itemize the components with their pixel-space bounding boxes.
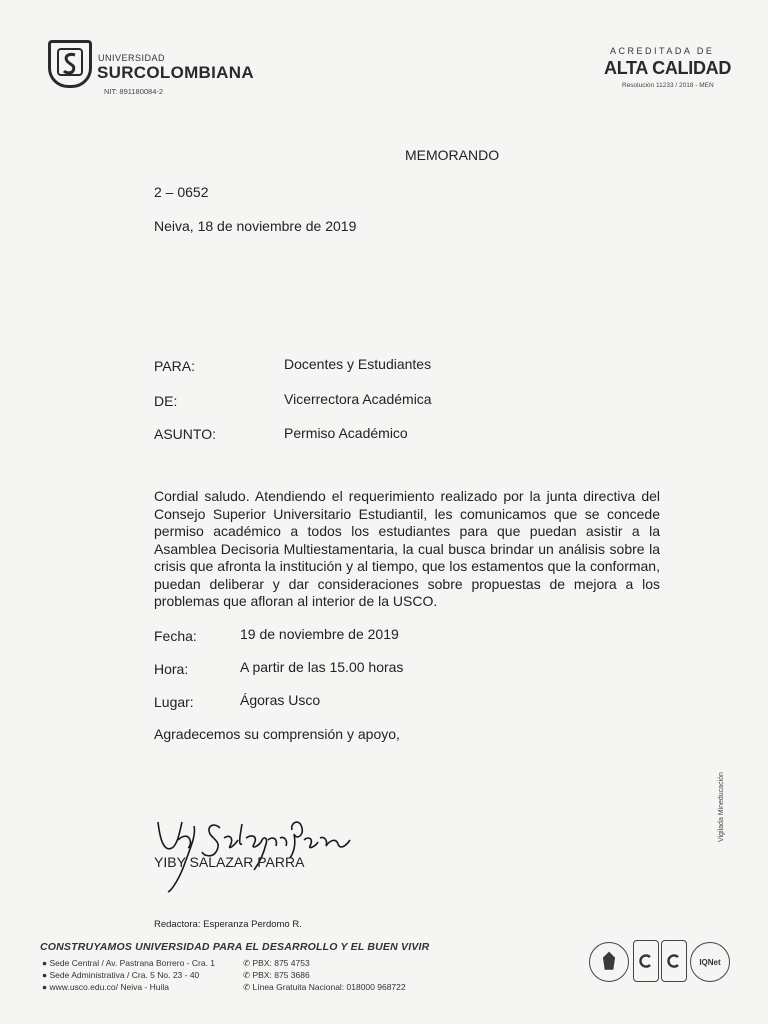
de-value: Vicerrectora Académica xyxy=(284,391,432,407)
emblem-icon xyxy=(596,949,622,975)
lugar-value: Ágoras Usco xyxy=(240,692,321,708)
globe-icon: ● xyxy=(42,982,48,992)
redactora-line: Redactora: Esperanza Perdomo R. xyxy=(154,919,302,930)
footer-address-admin xyxy=(42,970,199,980)
certification-c-icon xyxy=(666,953,682,969)
handwritten-signature xyxy=(150,800,360,895)
accreditation-resolution: Resolución 11233 / 2018 - MEN xyxy=(622,82,714,89)
asunto-label: ASUNTO: xyxy=(154,426,216,442)
fecha-value: 19 de noviembre de 2019 xyxy=(240,626,399,642)
shield-icon xyxy=(55,47,85,81)
footer-website xyxy=(42,982,169,992)
address-central-text: Sede Central / Av. Pastrana Borrero - Cra. 1 xyxy=(49,958,216,968)
memo-date: Neiva, 18 de noviembre de 2019 xyxy=(154,218,357,234)
certification-seal-1 xyxy=(633,940,659,982)
address-admin-text: Sede Administrativa / Cra. 5 No. 23 - 40 xyxy=(49,970,200,980)
para-value: Docentes y Estudiantes xyxy=(284,356,432,372)
accreditation-main: ALTA CALIDAD xyxy=(604,58,732,78)
memo-number: 2 – 0652 xyxy=(154,184,209,200)
phone-icon: ✆ xyxy=(243,970,251,980)
toll-free-text: Línea Gratuita Nacional: 018000 968722 xyxy=(252,982,406,992)
iqnet-seal: IQNet xyxy=(690,942,730,982)
phone-icon: ✆ xyxy=(243,982,251,992)
pbx-2-text: PBX: 875 3686 xyxy=(252,970,310,980)
university-label: UNIVERSIDAD xyxy=(98,53,166,63)
website-text[interactable]: www.usco.edu.co/ Neiva - Huila xyxy=(49,982,170,992)
location-pin-icon: ● xyxy=(42,958,48,968)
de-label: DE: xyxy=(154,393,178,409)
footer-toll-free xyxy=(243,982,406,993)
colombia-emblem-seal xyxy=(589,942,629,982)
nit-number: NIT: 891180084-2 xyxy=(104,87,164,96)
memo-title: MEMORANDO xyxy=(405,147,500,163)
phone-icon: ✆ xyxy=(243,958,251,968)
closing-text: Agradecemos su comprensión y apoyo, xyxy=(154,726,400,742)
accreditation-top: ACREDITADA DE xyxy=(610,46,715,56)
vigilada-label: Vigilada Mineducación xyxy=(718,772,725,842)
signer-name: YIBY SALAZAR PARRA xyxy=(154,854,305,870)
certification-c-icon xyxy=(638,953,654,969)
memo-body: Cordial saludo. Atendiendo el requerimiento realizado por la junta directiva del Consejo Superior Universitario Estudiantil, les comunicamos que se concede permiso académico a todos los estudiantes para que puedan asistir a la Asamblea Decisoria Multiestamentaria, la cual busca brindar un análisis sobre la crisis que afronta la institución y al tiempo, que los estamentos que la conforman, puedan deliberar y dar consideraciones sobre propuestas de mejora a los problemas que afloran al interior de la USCO. xyxy=(154,488,660,609)
hora-value: A partir de las 15.00 horas xyxy=(240,659,404,675)
location-pin-icon: ● xyxy=(42,970,48,980)
fecha-label: Fecha: xyxy=(154,628,197,644)
footer-motto: CONSTRUYAMOS UNIVERSIDAD PARA EL DESARROLLO Y EL BUEN VIVIR xyxy=(40,941,430,953)
para-label: PARA: xyxy=(154,358,195,374)
university-name: SURCOLOMBIANA xyxy=(97,63,254,82)
footer-pbx-2 xyxy=(243,970,310,981)
lugar-label: Lugar: xyxy=(154,694,194,710)
asunto-value: Permiso Académico xyxy=(284,425,408,441)
pbx-1-text: PBX: 875 4753 xyxy=(252,958,310,968)
certification-seal-2 xyxy=(661,940,687,982)
footer-pbx-1 xyxy=(243,958,310,969)
footer-address-central xyxy=(42,958,215,968)
hora-label: Hora: xyxy=(154,661,189,677)
university-shield-logo xyxy=(48,40,92,88)
